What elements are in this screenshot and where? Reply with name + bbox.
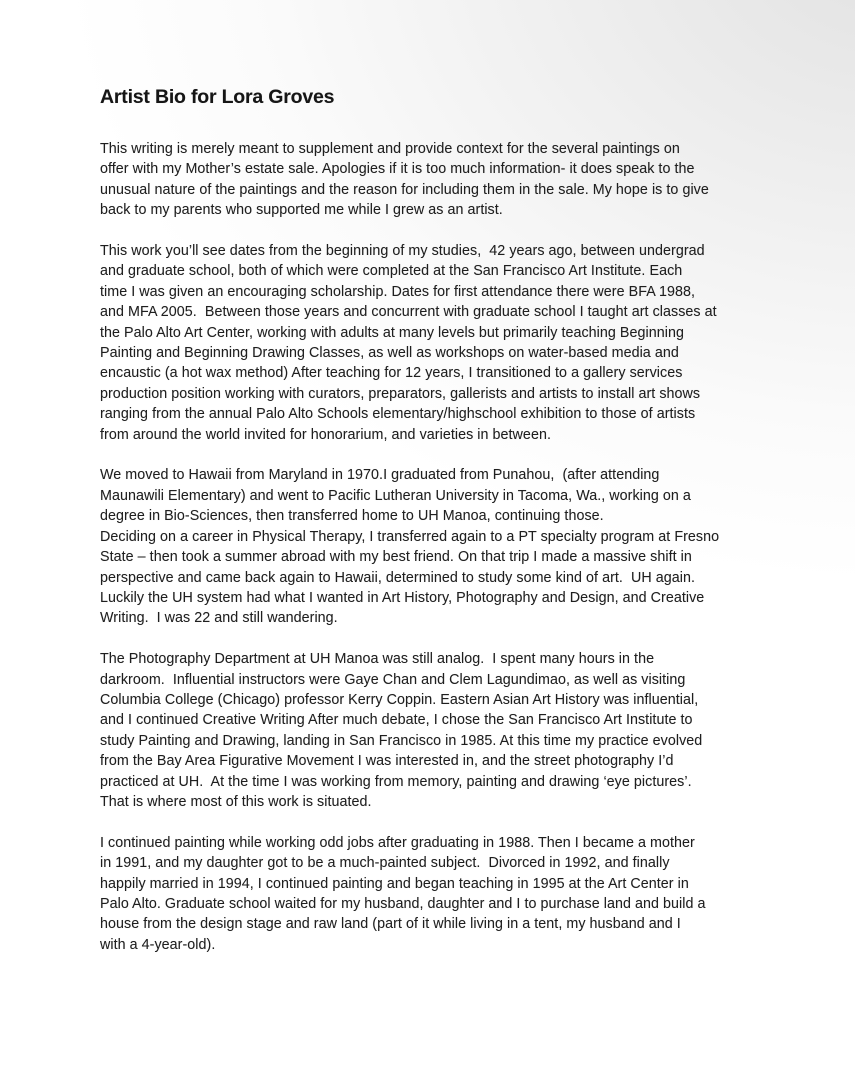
document-title: Artist Bio for Lora Groves	[100, 86, 335, 108]
text-line: with a 4-year-old).	[100, 936, 216, 953]
document-content	[100, 84, 780, 955]
text-line: State – then took a summer abroad with my best friend. On that trip I made a massive shift in	[100, 549, 692, 566]
text-line: from around the world invited for honorarium, and varieties in between.	[100, 426, 551, 443]
paragraph	[100, 241, 780, 445]
text-line: The Photography Department at UH Manoa was still analog. I spent many hours in the	[100, 651, 655, 668]
text-line: in 1991, and my daughter got to be a much-painted subject. Divorced in 1992, and finally	[100, 855, 670, 872]
paragraph	[100, 139, 780, 221]
text-line: unusual nature of the paintings and the reason for including them in the sale. My hope is to give	[100, 181, 709, 198]
text-line: Painting and Beginning Drawing Classes, as well as workshops on water-based media and	[100, 345, 679, 362]
text-line: happily married in 1994, I continued painting and began teaching in 1995 at the Art Center in	[100, 875, 689, 892]
text-line: practiced at UH. At the time I was working from memory, painting and drawing ‘eye pictures’.	[100, 773, 692, 790]
text-line: the Palo Alto Art Center, working with adults at many levels but primarily teaching Beginning	[100, 324, 684, 341]
paragraph	[100, 465, 780, 628]
text-line: time I was given an encouraging scholarship. Dates for first attendance there were BFA 1988,	[100, 283, 696, 300]
text-line: Luckily the UH system had what I wanted in Art History, Photography and Design, and Creative	[100, 589, 705, 606]
text-line: house from the design stage and raw land (part of it while living in a tent, my husband and I	[100, 916, 681, 933]
text-line: This work you’ll see dates from the beginning of my studies, 42 years ago, between undergrad	[100, 243, 705, 260]
text-line: ranging from the annual Palo Alto Schools elementary/highschool exhibition to those of artists	[100, 406, 696, 423]
text-line: Palo Alto. Graduate school waited for my husband, daughter and I to purchase land and build a	[100, 895, 706, 912]
text-line: back to my parents who supported me while I grew as an artist.	[100, 202, 503, 219]
text-line: This writing is merely meant to supplement and provide context for the several paintings on	[100, 141, 680, 157]
text-line: Maunawili Elementary) and went to Pacific Lutheran University in Tacoma, Wa., working on a	[100, 487, 691, 504]
text-line: from the Bay Area Figurative Movement I was interested in, and the street photography I’d	[100, 753, 674, 770]
text-line: encaustic (a hot wax method) After teaching for 12 years, I transitioned to a gallery services	[100, 365, 683, 382]
paragraph	[100, 833, 780, 955]
text-line: Deciding on a career in Physical Therapy, I transferred again to a PT specialty program at Fresno	[100, 528, 720, 545]
text-line: and graduate school, both of which were completed at the San Francisco Art Institute. Each	[100, 263, 683, 280]
text-line: and MFA 2005. Between those years and concurrent with graduate school I taught art classes at	[100, 304, 717, 321]
text-line: We moved to Hawaii from Maryland in 1970.I graduated from Punahou, (after attending	[100, 467, 660, 484]
text-line: darkroom. Influential instructors were Gaye Chan and Clem Lagundimao, as well as visiting	[100, 671, 686, 688]
text-line: and I continued Creative Writing After much debate, I chose the San Francisco Art Institute to	[100, 712, 693, 729]
document-body	[100, 139, 780, 955]
text-line: offer with my Mother’s estate sale. Apologies if it is too much information- it does speak to the	[100, 161, 695, 178]
text-line: degree in Bio-Sciences, then transferred home to UH Manoa, continuing those.	[100, 508, 604, 525]
text-line: That is where most of this work is situated.	[100, 793, 372, 810]
text-line: production position working with curators, preparators, gallerists and artists to install art shows	[100, 385, 701, 402]
paragraph	[100, 649, 780, 812]
text-line: study Painting and Drawing, landing in San Francisco in 1985. At this time my practice evolved	[100, 732, 703, 749]
text-line: perspective and came back again to Hawaii, determined to study some kind of art. UH again.	[100, 569, 696, 586]
text-line: Writing. I was 22 and still wandering.	[100, 610, 338, 627]
text-line: I continued painting while working odd jobs after graduating in 1988. Then I became a mother	[100, 834, 695, 851]
text-line: Columbia College (Chicago) professor Kerry Coppin. Eastern Asian Art History was influential,	[100, 691, 699, 708]
